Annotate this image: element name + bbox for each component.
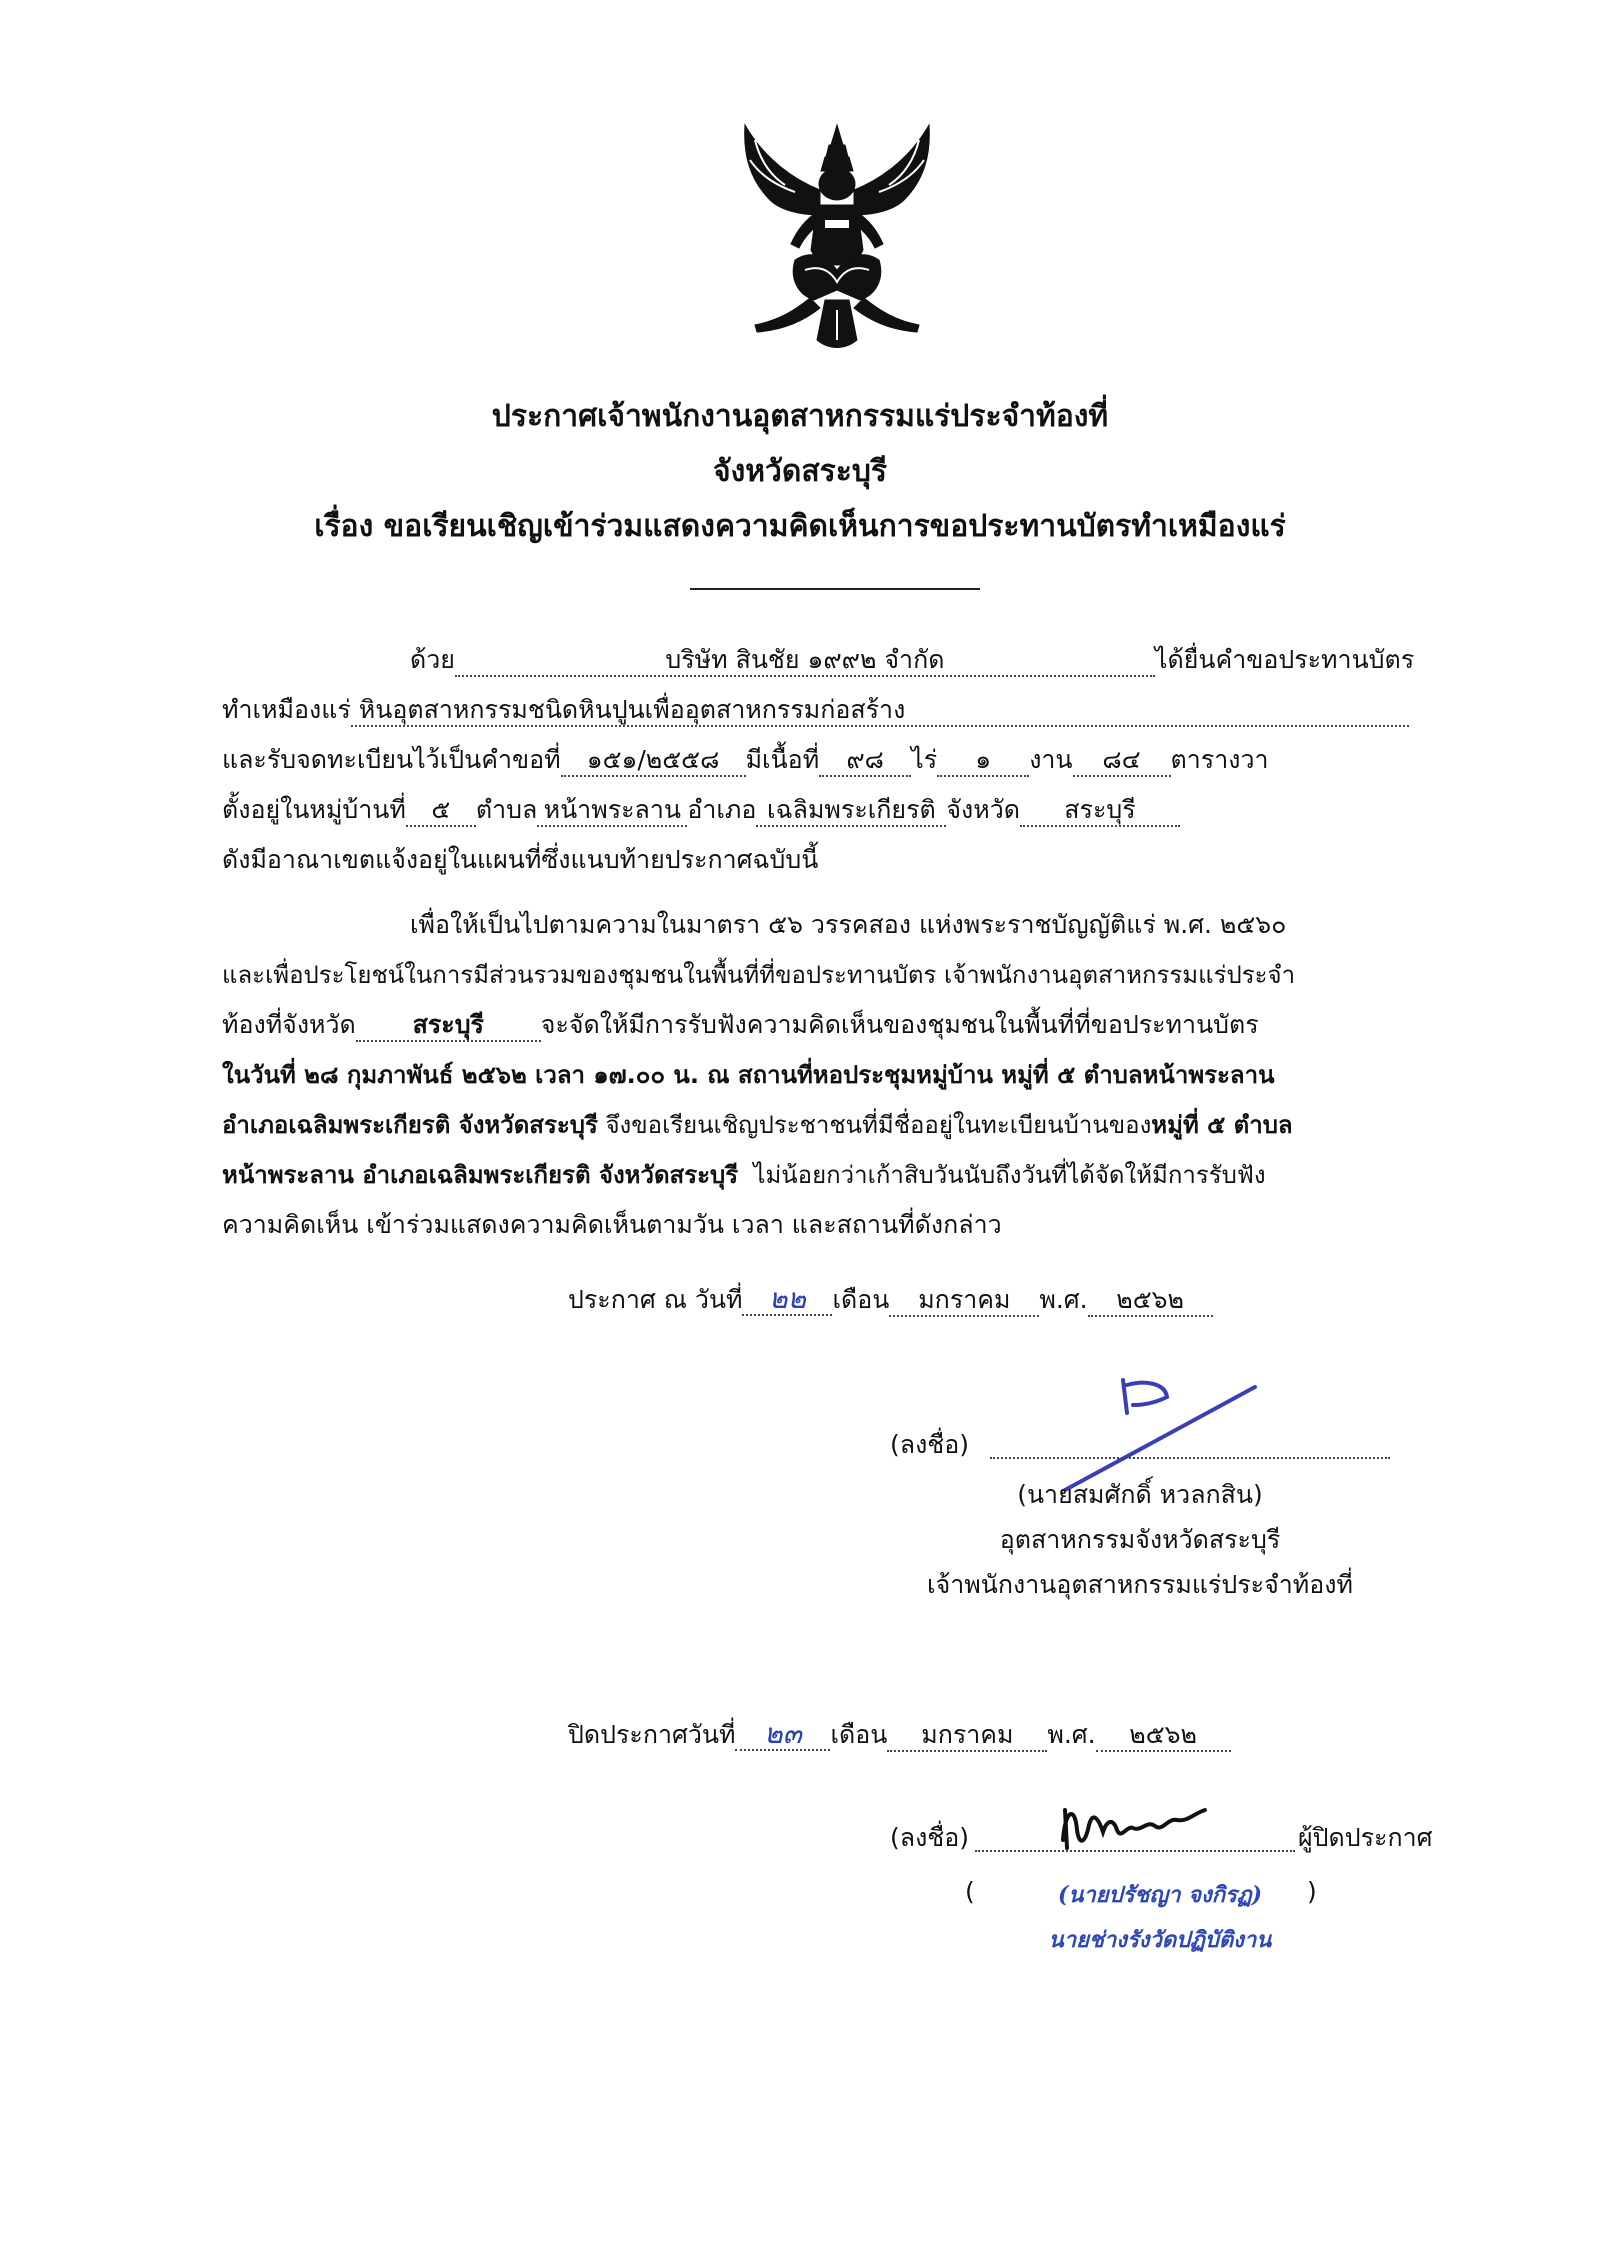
mineral-type: หินอุตสาหกรรมชนิดหินปูนเพื่ออุตสาหกรรมก่อสร้าง [351, 695, 1409, 727]
para1-line4 [222, 790, 1440, 830]
area-rai: ๙๘ [819, 745, 911, 777]
signer-name: (นายสมศักดิ์ หวลกสิน) [1017, 1480, 1263, 1509]
invite-text: จึงขอเรียนเชิญประชาชนที่มีชื่ออยู่ในทะเบียนบ้านของ [597, 1111, 1152, 1139]
posting-date-line [568, 1715, 1231, 1755]
sign-label-1: (ลงชื่อ) [890, 1430, 970, 1459]
sign-label-2: (ลงชื่อ) [890, 1823, 970, 1852]
label-province-official: ท้องที่จังหวัด [222, 1010, 356, 1039]
poster-label: ผู้ปิดประกาศ [1298, 1823, 1433, 1852]
para2-line3 [222, 1005, 1440, 1045]
company-name: บริษัท สินชัย ๑๙๙๒ จำกัด [455, 645, 1155, 677]
province-value: สระบุรี [1020, 795, 1180, 827]
area-sqwa: ๘๔ [1073, 745, 1171, 777]
area-ngan: ๑ [937, 745, 1029, 777]
poster-position-stamp: นายช่างรังวัดปฏิบัติงาน [1048, 1927, 1272, 1953]
province-title: จังหวัดสระบุรี [712, 454, 888, 489]
label-rai: ไร่ [911, 745, 938, 774]
label-request-no: และรับจดทะเบียนไว้เป็นคำขอที่ [222, 745, 561, 774]
announce-date-line [568, 1280, 1213, 1320]
label-announce-date: ประกาศ ณ วันที่ [568, 1285, 743, 1314]
label-sqwa: ตารางวา [1170, 745, 1269, 774]
label-year: พ.ศ. [1039, 1285, 1088, 1314]
para1-line3 [222, 740, 1440, 780]
label-month: เดือน [832, 1285, 890, 1314]
signer-position-2: เจ้าพนักงานอุตสาหกรรมแร่ประจำท้องที่ [927, 1570, 1353, 1599]
label-duay: ด้วย [410, 645, 455, 674]
para2-line7: ความคิดเห็น เข้าร่วมแสดงความคิดเห็นตามวัน เวลา และสถานที่ดังกล่าว [222, 1210, 1002, 1239]
para2-line1: เพื่อให้เป็นไปตามความในมาตรา ๕๖ วรรคสอง แห่งพระราชบัญญัติแร่ พ.ศ. ๒๕๖๐ [410, 910, 1287, 939]
label-posting-year: พ.ศ. [1047, 1720, 1096, 1749]
label-area: มีเนื้อที่ [745, 745, 820, 774]
signature-scribble-2 [1055, 1790, 1225, 1860]
title-divider [690, 588, 980, 590]
label-ngan: งาน [1029, 745, 1073, 774]
paren-close: ) [1307, 1877, 1317, 1906]
poster-name-stamp: (นายปรัชญา จงกิรฏ) [1057, 1882, 1263, 1908]
tambon-value: หน้าพระลาน [537, 795, 687, 827]
label-posting-date: ปิดประกาศวันที่ [568, 1720, 736, 1749]
subject-title: เรื่อง ขอเรียนเชิญเข้าร่วมแสดงความคิดเห็นการขอประทานบัตรทำเหมืองแร่ [314, 509, 1286, 544]
hearing-text: จะจัดให้มีการรับฟังความคิดเห็นของชุมชนในพื้นที่ที่ขอประทานบัตร [540, 1010, 1259, 1039]
hearing-amphoe-bold: อำเภอเฉลิมพระเกียรติ จังหวัดสระบุรี [222, 1111, 598, 1139]
announce-day: ๒๒ [742, 1284, 832, 1316]
garuda-emblem-icon [725, 120, 950, 355]
hearing-village-bold: หมู่ที่ ๕ ตำบล [1151, 1111, 1293, 1139]
announcement-title: ประกาศเจ้าพนักงานอุตสาหกรรมแร่ประจำท้องที่ [491, 399, 1109, 434]
hearing-date-location: ในวันที่ ๒๘ กุมภาพันธ์ ๒๕๖๒ เวลา ๑๗.๐๐ น. ณ สถานที่หอประชุมหมู่บ้าน หมู่ที่ ๕ ตำบลหน้าพระลาน [222, 1061, 1275, 1089]
signature-line-1 [990, 1457, 1390, 1459]
village-number: ๕ [406, 795, 476, 827]
ninety-days-text: ไม่น้อยกว่าเก้าสิบวันนับถึงวันที่ได้จัดให้มีการรับฟัง [753, 1161, 1266, 1189]
label-mine: ทำเหมืองแร่ [222, 695, 351, 724]
posting-day: ๒๓ [735, 1719, 830, 1751]
para2-line5 [222, 1105, 1440, 1145]
signer-position-1: อุตสาหกรรมจังหวัดสระบุรี [999, 1525, 1281, 1554]
para2-line6 [222, 1155, 1440, 1195]
posting-month: มกราคม [887, 1720, 1047, 1752]
posting-year: ๒๕๖๒ [1096, 1720, 1231, 1752]
para2-line2: และเพื่อประโยชน์ในการมีส่วนรวมของชุมชนในพื้นที่ที่ขอประทานบัตร เจ้าพนักงานอุตสาหกรรมแร่ประจำ [222, 961, 1296, 989]
para1-line2 [222, 690, 1440, 730]
label-province: จังหวัด [946, 795, 1021, 824]
hearing-area-bold: หน้าพระลาน อำเภอเฉลิมพระเกียรติ จังหวัดสระบุรี [222, 1161, 739, 1189]
para1-line1 [222, 640, 1440, 680]
announce-month: มกราคม [889, 1285, 1039, 1317]
hearing-province: สระบุรี [356, 1010, 541, 1042]
label-tambon: ตำบล [475, 795, 538, 824]
label-amphoe: อำเภอ [687, 795, 757, 824]
request-number: ๑๕๑/๒๕๕๘ [561, 745, 746, 777]
announce-year: ๒๕๖๒ [1088, 1285, 1213, 1317]
paren-open: ( [965, 1877, 975, 1906]
label-request: ได้ยื่นคำขอประทานบัตร [1154, 645, 1415, 674]
label-posting-month: เดือน [830, 1720, 888, 1749]
para1-line5: ดังมีอาณาเขตแจ้งอยู่ในแผนที่ซึ่งแนบท้ายประกาศฉบับนี้ [222, 845, 819, 874]
amphoe-value: เฉลิมพระเกียรติ [756, 795, 946, 827]
label-village: ตั้งอยู่ในหมู่บ้านที่ [222, 795, 406, 824]
